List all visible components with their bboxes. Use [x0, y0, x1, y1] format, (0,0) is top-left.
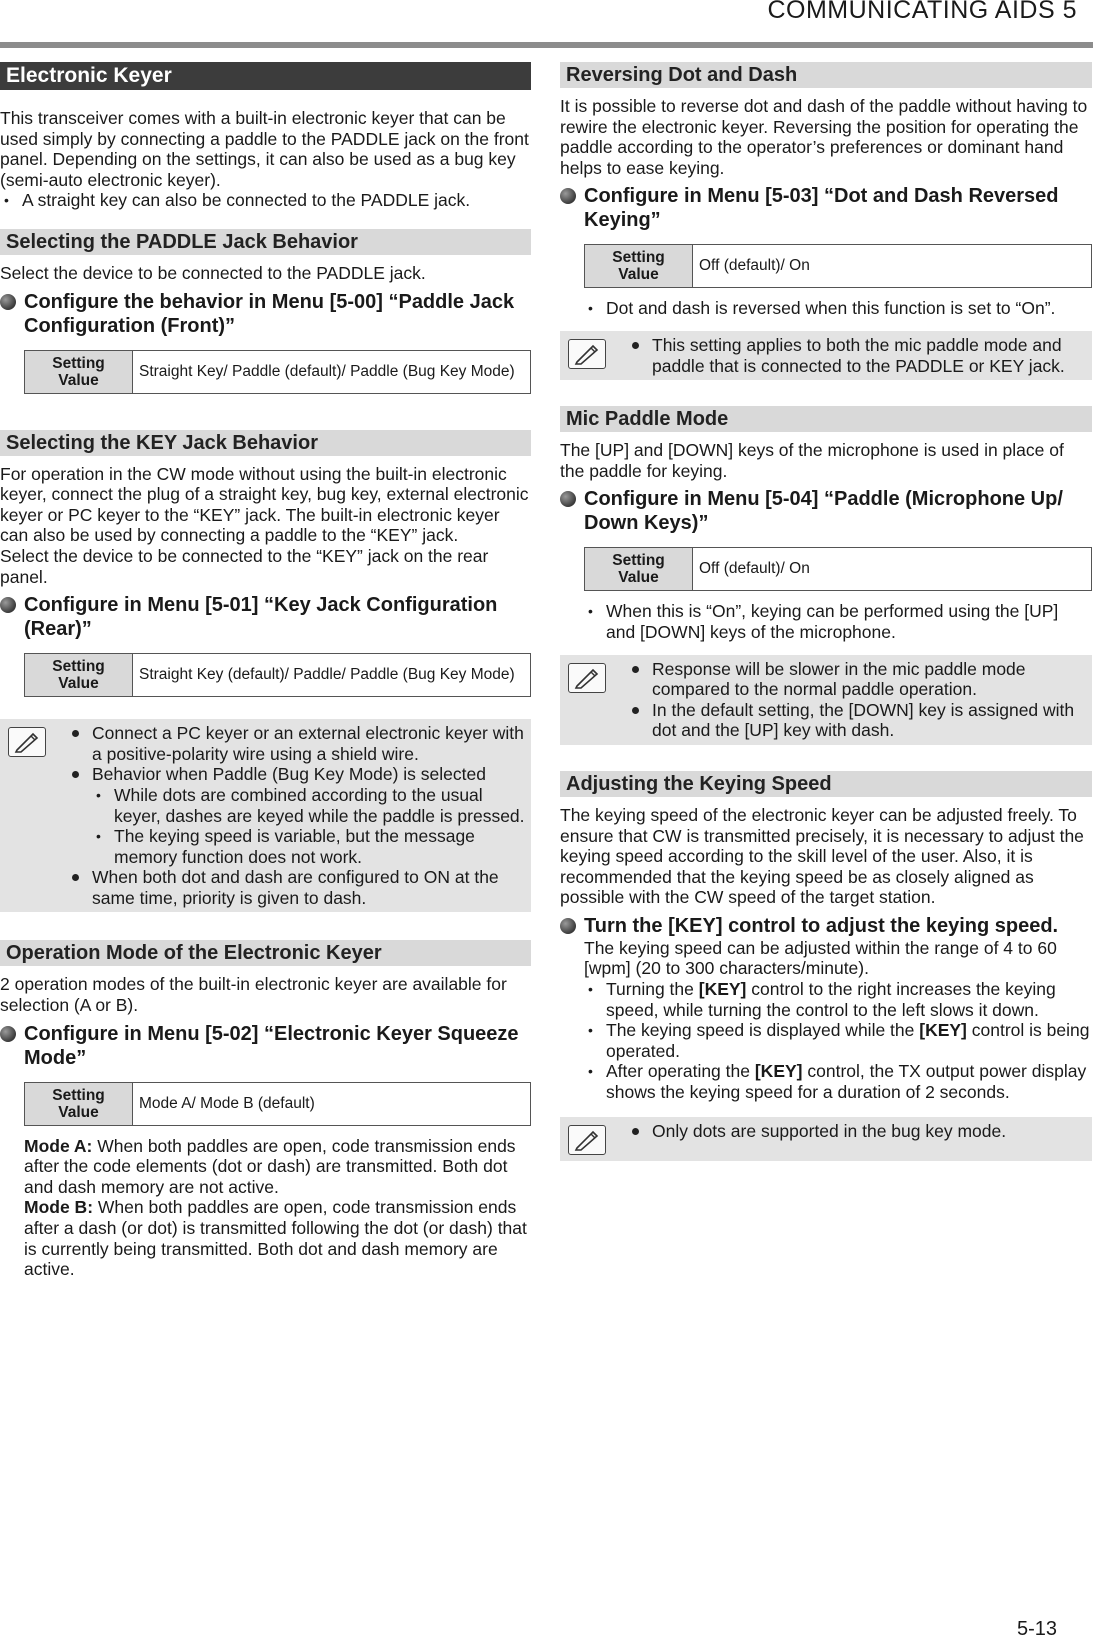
setting-value: Off (default)/ On [693, 245, 1092, 288]
setting-value: Straight Key/ Paddle (default)/ Paddle (Bug Key Mode) [133, 350, 531, 393]
paddle-jack-text: Select the device to be connected to the PADDLE jack. [0, 262, 426, 283]
keying-speed-note [560, 1117, 1092, 1161]
operation-mode-configure: Configure in Menu [5-02] “Electronic Keyer Squeeze Mode” [0, 1022, 531, 1070]
setting-value: Straight Key (default)/ Paddle/ Paddle (Bug Key Mode) [133, 654, 531, 697]
operation-mode-setting-table [24, 1082, 531, 1126]
mode-b: Mode B: When both paddles are open, code transmission ends after a dash (or dot) is transmitted following the dot (or dash) that is currently being transmitted. Both dot and dash memory are active. [24, 1197, 527, 1280]
setting-label: Setting Value [25, 350, 133, 393]
note-item: When both dot and dash are configured to ON at the same time, priority is given to dash. [70, 867, 527, 908]
key-jack-text-2: Select the device to be connected to the “KEY” jack on the rear panel. [0, 545, 489, 587]
reversing-configure: Configure in Menu [5-03] “Dot and Dash Reversed Keying” [560, 184, 1092, 232]
reversing-note [560, 331, 1092, 380]
key-jack-note [0, 719, 531, 912]
keying-speed-bullet-1: • Turning the [KEY] control to the right increases the keying speed, while turning the control to the left slows it down. [584, 979, 1092, 1020]
note-item: Response will be slower in the mic paddle mode compared to the normal paddle operation. [630, 659, 1088, 700]
keying-speed-bullet-2: • The keying speed is displayed while the [KEY] control is being operated. [584, 1020, 1092, 1061]
mode-descriptions [0, 1136, 531, 1280]
operation-mode-text: 2 operation modes of the built-in electronic keyer are available for selection (A or B). [0, 974, 507, 1016]
section-title-keying-speed: Adjusting the Keying Speed [560, 771, 1092, 797]
section-title-paddle-jack: Selecting the PADDLE Jack Behavior [0, 229, 531, 255]
bullet-circle-icon [0, 1026, 16, 1042]
right-column [560, 62, 1092, 1161]
paddle-jack-configure: Configure the behavior in Menu [5-00] “Paddle Jack Configuration (Front)” [0, 290, 531, 338]
bullet-circle-icon [0, 597, 16, 613]
keying-speed-bullet-3: • After operating the [KEY] control, the TX output power display shows the keying speed for a duration of 2 seconds. [584, 1061, 1092, 1102]
intro-bullet: • A straight key can also be connected to the PADDLE jack. [0, 190, 531, 211]
setting-label: Setting Value [585, 548, 693, 591]
section-title-operation-mode: Operation Mode of the Electronic Keyer [0, 940, 531, 966]
mic-paddle-setting-table [584, 547, 1092, 591]
paddle-jack-setting-table [24, 350, 531, 394]
note-item: In the default setting, the [DOWN] key is assigned with dot and the [UP] key with dash. [630, 700, 1088, 741]
setting-label: Setting Value [25, 654, 133, 697]
note-item: Behavior when Paddle (Bug Key Mode) is selected [70, 764, 527, 785]
section-title-reversing: Reversing Dot and Dash [560, 62, 1092, 88]
mic-paddle-configure: Configure in Menu [5-04] “Paddle (Microphone Up/ Down Keys)” [560, 487, 1092, 535]
reversing-bullet: • Dot and dash is reversed when this function is set to “On”. [584, 298, 1092, 319]
mic-paddle-bullet: • When this is “On”, keying can be performed using the [UP] and [DOWN] keys of the microphone. [584, 601, 1092, 642]
setting-value: Off (default)/ On [693, 548, 1092, 591]
keying-speed-range: The keying speed can be adjusted within the range of 4 to 60 [wpm] (20 to 300 characters/minute). [584, 937, 1057, 979]
key-jack-configure: Configure in Menu [5-01] “Key Jack Configuration (Rear)” [0, 593, 531, 641]
pencil-note-icon [8, 727, 46, 757]
setting-value: Mode A/ Mode B (default) [133, 1082, 531, 1125]
mic-paddle-note [560, 655, 1092, 745]
section-title-key-jack: Selecting the KEY Jack Behavior [0, 430, 531, 456]
reversing-setting-table [584, 244, 1092, 288]
bullet-circle-icon [560, 188, 576, 204]
mic-paddle-text: The [UP] and [DOWN] keys of the microphone is used in place of the paddle for keying. [560, 440, 1064, 481]
pencil-note-icon [568, 339, 606, 369]
keying-speed-turn: Turn the [KEY] control to adjust the keying speed. [560, 914, 1092, 938]
section-title-mic-paddle: Mic Paddle Mode [560, 406, 1092, 432]
note-subitem: • The keying speed is variable, but the message memory function does not work. [70, 826, 527, 867]
bullet-circle-icon [560, 491, 576, 507]
setting-label: Setting Value [25, 1082, 133, 1125]
pencil-note-icon [568, 663, 606, 693]
section-title-electronic-keyer: Electronic Keyer [0, 62, 531, 90]
note-subitem: • While dots are combined according to the usual keyer, dashes are keyed while the paddle is pressed. [70, 785, 527, 826]
bullet-circle-icon [0, 294, 16, 310]
setting-label: Setting Value [585, 245, 693, 288]
left-column [0, 62, 531, 1280]
mode-a: Mode A: When both paddles are open, code transmission ends after the code elements (dot or dash) are transmitted. Both dot and dash memory are not active. [24, 1135, 516, 1197]
chapter-title: COMMUNICATING AIDS 5 [767, 0, 1077, 24]
bullet-circle-icon [560, 918, 576, 934]
key-jack-text-1: For operation in the CW mode without using the built-in electronic keyer, connect the plug of a straight key, bug key, external electronic keyer or PC keyer to the “KEY” jack. The built-in electronic keyer can also be used by connecting a paddle to the “KEY” jack. [0, 463, 529, 546]
intro-text: This transceiver comes with a built-in electronic keyer that can be used simply by connecting a paddle to the PADDLE jack on the front panel. Depending on the settings, it can also be used as a bug key (semi-auto electronic keyer). [0, 108, 529, 190]
header-rule [0, 42, 1093, 48]
note-item: Connect a PC keyer or an external electronic keyer with a positive-polarity wire using a shield wire. [70, 723, 527, 764]
note-item: Only dots are supported in the bug key mode. [630, 1121, 1088, 1142]
pencil-note-icon [568, 1125, 606, 1155]
reversing-text: It is possible to reverse dot and dash of the paddle without having to rewire the electronic keyer. Reversing the position for operating the paddle according to the operator’s preferences or dominant hand helps to ease keying. [560, 96, 1088, 178]
keying-speed-text: The keying speed of the electronic keyer can be adjusted freely. To ensure that CW is transmitted precisely, it is necessary to adjust the keying speed according to the skill level of the user. Also, it is recommended that the keying speed be as closely aligned as possible with the CW speed of the target station. [560, 804, 1084, 908]
page-number: 5-13 [1016, 1618, 1057, 1640]
note-item: This setting applies to both the mic paddle mode and paddle that is connected to the PADDLE or KEY jack. [630, 335, 1088, 376]
key-jack-setting-table [24, 653, 531, 697]
